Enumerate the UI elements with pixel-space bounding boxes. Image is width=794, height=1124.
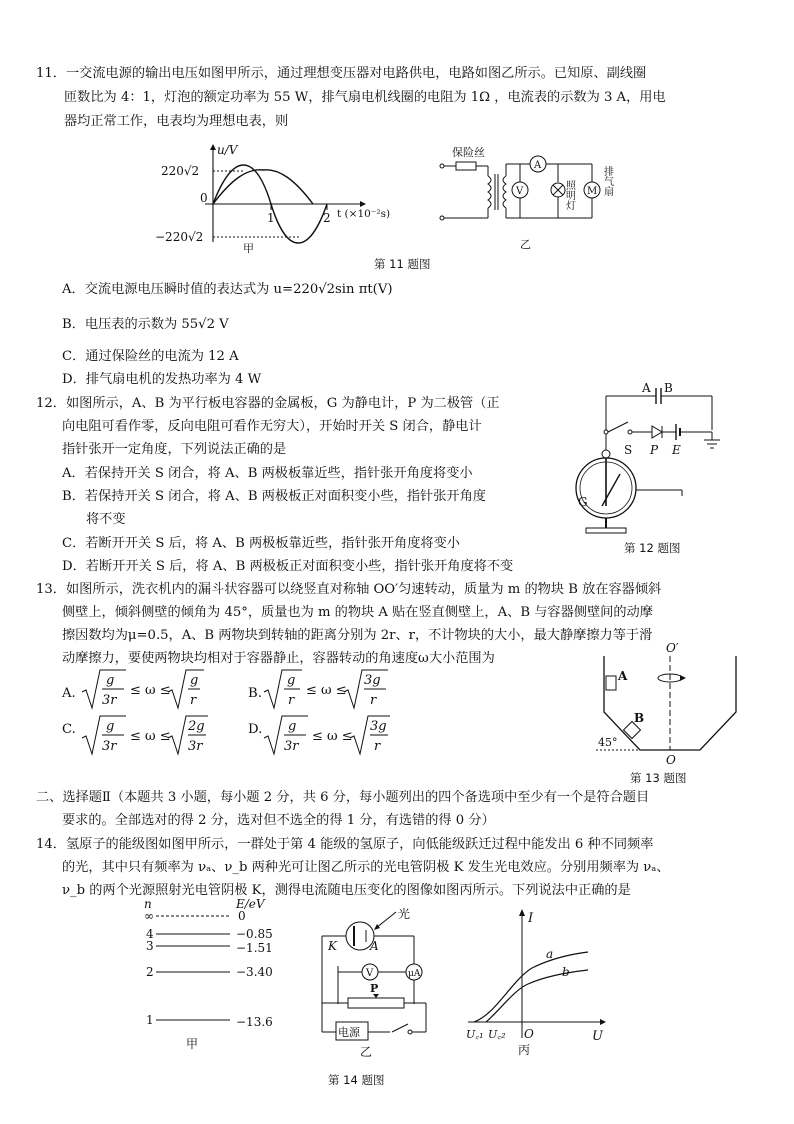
q14-level-n-2: 2 [146, 965, 154, 979]
q11-stem-3: 器均正常工作，电表均为理想电表，则 [64, 114, 289, 129]
q13-fig-funnel-container [596, 642, 736, 768]
q13-block-a-label: A [618, 669, 628, 683]
q14-stem-2: 的光，其中只有频率为 νₐ、ν_b 两种光可让图乙所示的光电管阴极 K 发生光电效应。分别用频率为 νₐ、 [62, 860, 670, 875]
q11-yi-voltmeter-label: V [516, 186, 524, 197]
svg-text:3r: 3r [102, 693, 117, 708]
q14-level-e-inf: 0 [238, 909, 246, 923]
q14-fig-yi-photocell-circuit [314, 906, 444, 1059]
q12-option-a: A．若保持开关 S 闭合，将 A、B 两极板靠近些，指针张开角度将变小 [62, 466, 473, 481]
q13-angle-label: 45° [598, 736, 618, 749]
q14-level-e-1: −13.6 [236, 1015, 273, 1029]
q14-anode-label: A [370, 939, 379, 953]
q12-option-c: C．若断开开关 S 后，将 A、B 两极板靠近些，指针张开角度将变小 [62, 536, 460, 551]
q11-jia-ypos: 220√2 [161, 164, 200, 178]
q12-stem-2: 向电阻可看作零，反向电阻可看作无穷大），开始时开关 S 闭合，静电计 [62, 419, 482, 434]
q13-block-b-label: B [634, 711, 645, 725]
q11-yi-fan-label: 排气扇 [601, 166, 613, 196]
svg-text:3g: 3g [364, 673, 381, 688]
q11-jia-y-axis-label: u/V [217, 143, 238, 157]
q12-switch-label: S [624, 443, 633, 457]
q11-option-a: A．交流电源电压瞬时值的表达式为 u=220√2sin πt(V) [62, 282, 393, 297]
svg-text:r: r [190, 693, 197, 708]
svg-text:3r: 3r [102, 739, 117, 754]
q14-level-head-n: n [144, 897, 152, 911]
q11-yi-ammeter-label: A [534, 160, 542, 171]
q12-stem-3: 指针张开一定角度，下列说法正确的是 [62, 442, 287, 457]
q11-option-b: B．电压表的示数为 55√2 V [62, 317, 229, 332]
q14-cathode-label: K [328, 939, 337, 953]
svg-text:r: r [374, 739, 381, 754]
q14-rheostat-label: P [370, 982, 379, 995]
q14-level-n-4: 4 [146, 927, 154, 941]
q11-yi-motor-label: M [587, 186, 598, 197]
q11-yi-label: 乙 [520, 238, 531, 251]
q14-curve-b-label: b [562, 965, 570, 979]
q11-jia-x-axis-label: t (×10⁻²s) [337, 208, 391, 220]
q14-uc2-label: U꜀₂ [488, 1028, 506, 1041]
q14-axis-i-label: I [528, 911, 534, 926]
svg-text:3r: 3r [284, 739, 299, 754]
q14-level-e-2: −3.40 [236, 965, 273, 979]
q14-curve-a-label: a [546, 947, 554, 961]
q11-yi-fuse-label: 保险丝 [452, 146, 485, 159]
q12-caption: 第 12 题图 [624, 541, 681, 555]
q11-jia-zero: 0 [200, 191, 208, 205]
q13-axis-top-label: O′ [666, 641, 679, 655]
q14-microammeter-label: μA [408, 969, 421, 979]
q13-option-d-formula [262, 710, 392, 760]
svg-text:2g: 2g [188, 719, 205, 734]
q14-fig-bing-iu-graph [460, 906, 610, 1056]
svg-text:3r: 3r [188, 739, 203, 754]
q13-option-d-label: D. [248, 722, 263, 737]
q14-stem-3: ν_b 的两个光源照射光电管阴极 K，测得电流随电压变化的图像如图丙所示。下列说法中正确的是 [62, 883, 631, 898]
q14-level-n-1: 1 [146, 1013, 154, 1027]
section-2-line-2: 要求的。全部选对的得 2 分，选对但不选全的得 1 分，有选错的得 0 分） [62, 813, 495, 828]
q13-stem-4: 动摩擦力，要使两物块均相对于容器静止，容器转动的角速度ω大小范围为 [62, 651, 495, 666]
q11-caption: 第 11 题图 [374, 257, 431, 271]
q11-stem-1: 11．一交流电源的输出电压如图甲所示，通过理想变压器对电路供电，电路如图乙所示。已知原、副线圈 [36, 66, 647, 81]
q11-option-c: C．通过保险丝的电流为 12 A [62, 349, 239, 364]
svg-text:r: r [288, 693, 295, 708]
q13-option-a-label: A. [62, 686, 76, 701]
svg-text:g: g [106, 673, 115, 688]
q12-plate-a-label: A [642, 381, 651, 395]
q13-option-c-label: C. [62, 722, 76, 737]
svg-text:≤ ω ≤: ≤ ω ≤ [130, 729, 171, 744]
q13-stem-2: 侧壁上，倾斜侧壁的倾角为 45°，质量也为 m 的物块 A 贴在竖直侧壁上，A、B 与容器侧壁间的动摩 [62, 605, 653, 620]
q14-level-n-inf: ∞ [144, 909, 154, 923]
q13-stem-3: 擦因数均为μ=0.5，A、B 两物块到转轴的距离分别为 2r、r，不计物块的大小，最大静摩擦力等于滑 [62, 628, 653, 643]
q13-stem-1: 13．如图所示，洗衣机内的漏斗状容器可以绕竖直对称轴 OO′匀速转动，质量为 m 的物块 B 放在容器倾斜 [36, 582, 662, 597]
svg-text:g: g [190, 673, 199, 688]
svg-text:g: g [288, 719, 297, 734]
q14-level-e-4: −0.85 [236, 927, 273, 941]
q14-level-e-3: −1.51 [236, 941, 273, 955]
section-2-heading [36, 786, 649, 805]
svg-text:≤ ω ≤: ≤ ω ≤ [130, 683, 171, 698]
q14-level-head-e: E/eV [236, 897, 265, 911]
q13-axis-bottom-label: O [666, 753, 676, 767]
q12-battery-label: E [672, 443, 681, 457]
q14-voltmeter-label: V [366, 968, 374, 979]
q14-uc1-label: U꜀₁ [466, 1028, 484, 1041]
svg-text:≤ ω ≤: ≤ ω ≤ [312, 729, 353, 744]
q11-fig-yi-circuit [432, 142, 652, 254]
svg-text:3g: 3g [370, 719, 387, 734]
q14-origin-label: O [524, 1027, 534, 1041]
q11-yi-lamp-label: 照明灯 [563, 180, 575, 210]
q12-plate-b-label: B [664, 381, 673, 395]
svg-text:≤ ω ≤: ≤ ω ≤ [306, 683, 347, 698]
q13-option-b-formula [262, 664, 392, 714]
q11-jia-label: 甲 [243, 242, 254, 255]
q13-option-b-label: B. [248, 686, 262, 701]
q11-jia-t1: 1 [267, 211, 275, 225]
q11-fig-jia-voltage-graph [155, 142, 391, 255]
q14-yi-label: 乙 [360, 1045, 373, 1059]
q12-option-b: B．若保持开关 S 闭合，将 A、B 两极板正对面积变小些，指针张开角度 [62, 489, 486, 504]
q14-caption: 第 14 题图 [328, 1073, 385, 1087]
q11-jia-t2: 2 [323, 211, 331, 225]
q14-stem-1: 14．氢原子的能级图如图甲所示，一群处于第 4 能级的氢原子，向低能级跃迁过程中能发出 6 种不同频率 [36, 837, 654, 852]
q13-caption: 第 13 题图 [630, 771, 687, 785]
q11-stem-2: 匝数比为 4：1，灯泡的额定功率为 55 W，排气扇电机线圈的电阻为 1Ω ，电流表的示数为 3 A，用电 [64, 90, 666, 105]
q14-light-label: 光 [398, 907, 411, 921]
q14-fig-jia-energy-levels [140, 896, 290, 1056]
q12-electrometer-label: G [578, 495, 588, 509]
q12-diode-label: P [650, 443, 659, 457]
q12-option-b-cont: 将不变 [86, 512, 126, 527]
q12-stem-1: 12．如图所示，A、B 为平行板电容器的金属板，G 为静电计，P 为二极管（正 [36, 396, 500, 411]
q14-axis-u-label: U [592, 1029, 603, 1044]
q14-bing-label: 丙 [518, 1043, 531, 1057]
q12-option-d: D．若断开开关 S 后，将 A、B 两极板正对面积变小些，指针张开角度将不变 [62, 559, 514, 574]
q12-fig-electrometer-circuit [572, 378, 732, 538]
svg-text:g: g [106, 719, 115, 734]
q11-option-d: D．排气扇电机的发热功率为 4 W [62, 372, 262, 387]
q14-jia-label: 甲 [186, 1037, 199, 1051]
q11-jia-yneg: −220√2 [155, 230, 204, 244]
section-2-line-1: 二、选择题Ⅱ（本题共 3 小题，每小题 2 分，共 6 分，每小题列出的四个备选项中至少有一个是符合题目 [36, 790, 650, 805]
svg-text:r: r [370, 693, 377, 708]
q14-power-source-label: 电源 [338, 1026, 360, 1039]
q13-option-c-formula [80, 710, 210, 760]
svg-text:g: g [287, 673, 296, 688]
q14-level-n-3: 3 [146, 939, 154, 953]
q13-option-a-formula [80, 664, 200, 714]
